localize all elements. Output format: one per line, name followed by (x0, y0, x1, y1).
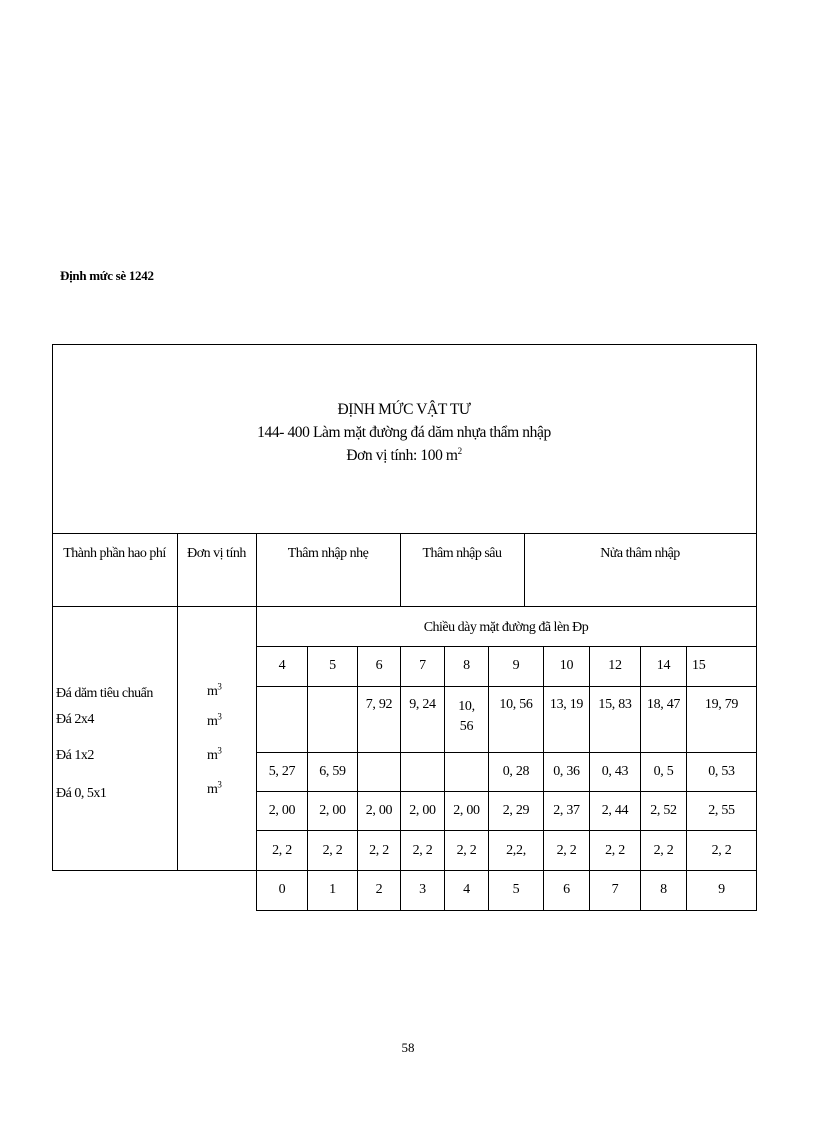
table-cell: 2,2, (506, 843, 526, 858)
table-cell: 10, 56 (458, 699, 475, 734)
table-cell: 2, 2 (456, 843, 477, 858)
code-cell: 7 (611, 882, 619, 897)
table-border-right (756, 344, 757, 911)
column-header-light: Thâm nhập nhẹ (287, 546, 369, 561)
thickness-value: 4 (278, 658, 286, 673)
code-cell: 0 (278, 882, 286, 897)
thickness-value: 14 (656, 658, 671, 673)
table-cell: 9, 24 (409, 697, 436, 712)
table-cell: 2, 37 (553, 803, 580, 818)
table-border-bottom (256, 910, 757, 911)
thickness-label-separator (256, 646, 757, 647)
table-cell: 6, 59 (319, 764, 346, 779)
header-vline-3 (400, 533, 401, 607)
material-unit: $m^3$ (207, 681, 222, 699)
code-cell: 4 (463, 882, 470, 897)
table-border-top (52, 344, 757, 345)
row1-separator (256, 752, 757, 753)
table-cell: 2, 2 (711, 843, 732, 858)
row4-separator (256, 870, 757, 871)
material-unit: $m^3$ (207, 745, 222, 763)
table-cell: 2, 00 (365, 803, 393, 818)
table-cell: 2, 2 (412, 843, 433, 858)
title-line-3: Đơn vị tính: 100 $m^2$ (346, 445, 462, 464)
material-name: Đá 1x2 (56, 748, 94, 763)
thickness-value: 8 (463, 658, 470, 673)
table-cell: 15, 83 (598, 697, 632, 712)
table-cell: 2, 00 (409, 803, 436, 818)
table-cell: 5, 27 (268, 764, 296, 779)
table-cell: 2, 55 (708, 803, 735, 818)
thickness-value: 15 (692, 658, 706, 673)
row3-separator (256, 830, 757, 831)
table-cell: 0, 36 (553, 764, 580, 779)
material-name: Đá 0, 5x1 (56, 786, 107, 801)
header-vline-4 (524, 533, 525, 607)
document-header: Định mức sè 1242 (60, 268, 154, 283)
title-line-2: 144- 400 Làm mặt đường đá dăm nhựa thẩm nhập (257, 424, 551, 441)
code-cell: 1 (329, 882, 336, 897)
code-cell: 6 (563, 882, 570, 897)
thickness-value: 12 (608, 658, 622, 673)
table-title (52, 398, 756, 467)
table-cell: 2, 2 (653, 843, 674, 858)
column-header-half: Nửa thâm nhập (600, 546, 680, 561)
thickness-value: 10 (559, 658, 574, 673)
table-cell: 2, 44 (601, 803, 629, 818)
header-vline-1 (177, 533, 178, 871)
header-separator (52, 606, 757, 607)
table-cell: 2, 00 (319, 803, 346, 818)
row2-separator (256, 791, 757, 792)
material-name: Đá dăm tiêu chuẩn (56, 686, 153, 701)
table-cell: 0, 53 (708, 764, 735, 779)
table-cell: 2, 2 (369, 843, 389, 858)
table-cell: 10, 56 (499, 697, 533, 712)
page-number: 58 (401, 1040, 415, 1055)
table-cell: 2, 2 (605, 843, 625, 858)
code-cell: 9 (718, 882, 725, 897)
column-header-component: Thành phần hao phí (63, 546, 166, 561)
thickness-value: 5 (329, 658, 336, 673)
material-unit: $m^3$ (207, 711, 222, 729)
thickness-value: 6 (375, 658, 383, 673)
title-separator (52, 533, 757, 534)
table-cell: 2, 29 (502, 803, 530, 818)
code-cell: 2 (375, 882, 383, 897)
table-cell: 19, 79 (704, 697, 739, 712)
thickness-row-separator (256, 686, 757, 687)
title-line-1: ĐỊNH MỨC VẬT TƯ (337, 401, 471, 418)
col-vline (400, 646, 401, 911)
table-cell: 2, 2 (322, 843, 343, 858)
col-vline (444, 646, 445, 911)
col-vline (357, 646, 358, 911)
code-cell: 3 (419, 882, 426, 897)
material-name: Đá 2x4 (56, 712, 94, 727)
table-cell: 18, 47 (646, 697, 681, 712)
table-cell: 0, 43 (601, 764, 629, 779)
table-cell: 2, 2 (556, 843, 577, 858)
code-cell: 5 (512, 882, 520, 897)
thickness-label: Chiều dày mặt đường đã lèn Đp (423, 620, 589, 635)
thickness-value: 9 (512, 658, 520, 673)
material-unit: $m^3$ (207, 779, 222, 797)
table-cell: 0, 28 (502, 764, 530, 779)
thickness-value: 7 (419, 658, 426, 673)
table-cell: 0, 5 (653, 764, 674, 779)
table-border-bottom-left (52, 870, 257, 871)
table-cell: 2, 00 (268, 803, 296, 818)
code-cell: 8 (660, 882, 667, 897)
table-cell: 2, 52 (650, 803, 677, 818)
column-header-unit: Đơn vị tính (187, 546, 246, 561)
column-header-deep: Thâm nhập sâu (422, 546, 502, 561)
table-cell: 7, 92 (365, 697, 393, 712)
table-cell: 2, 2 (272, 843, 292, 858)
table-cell: 2, 00 (453, 803, 480, 818)
table-cell: 13, 19 (549, 697, 584, 712)
